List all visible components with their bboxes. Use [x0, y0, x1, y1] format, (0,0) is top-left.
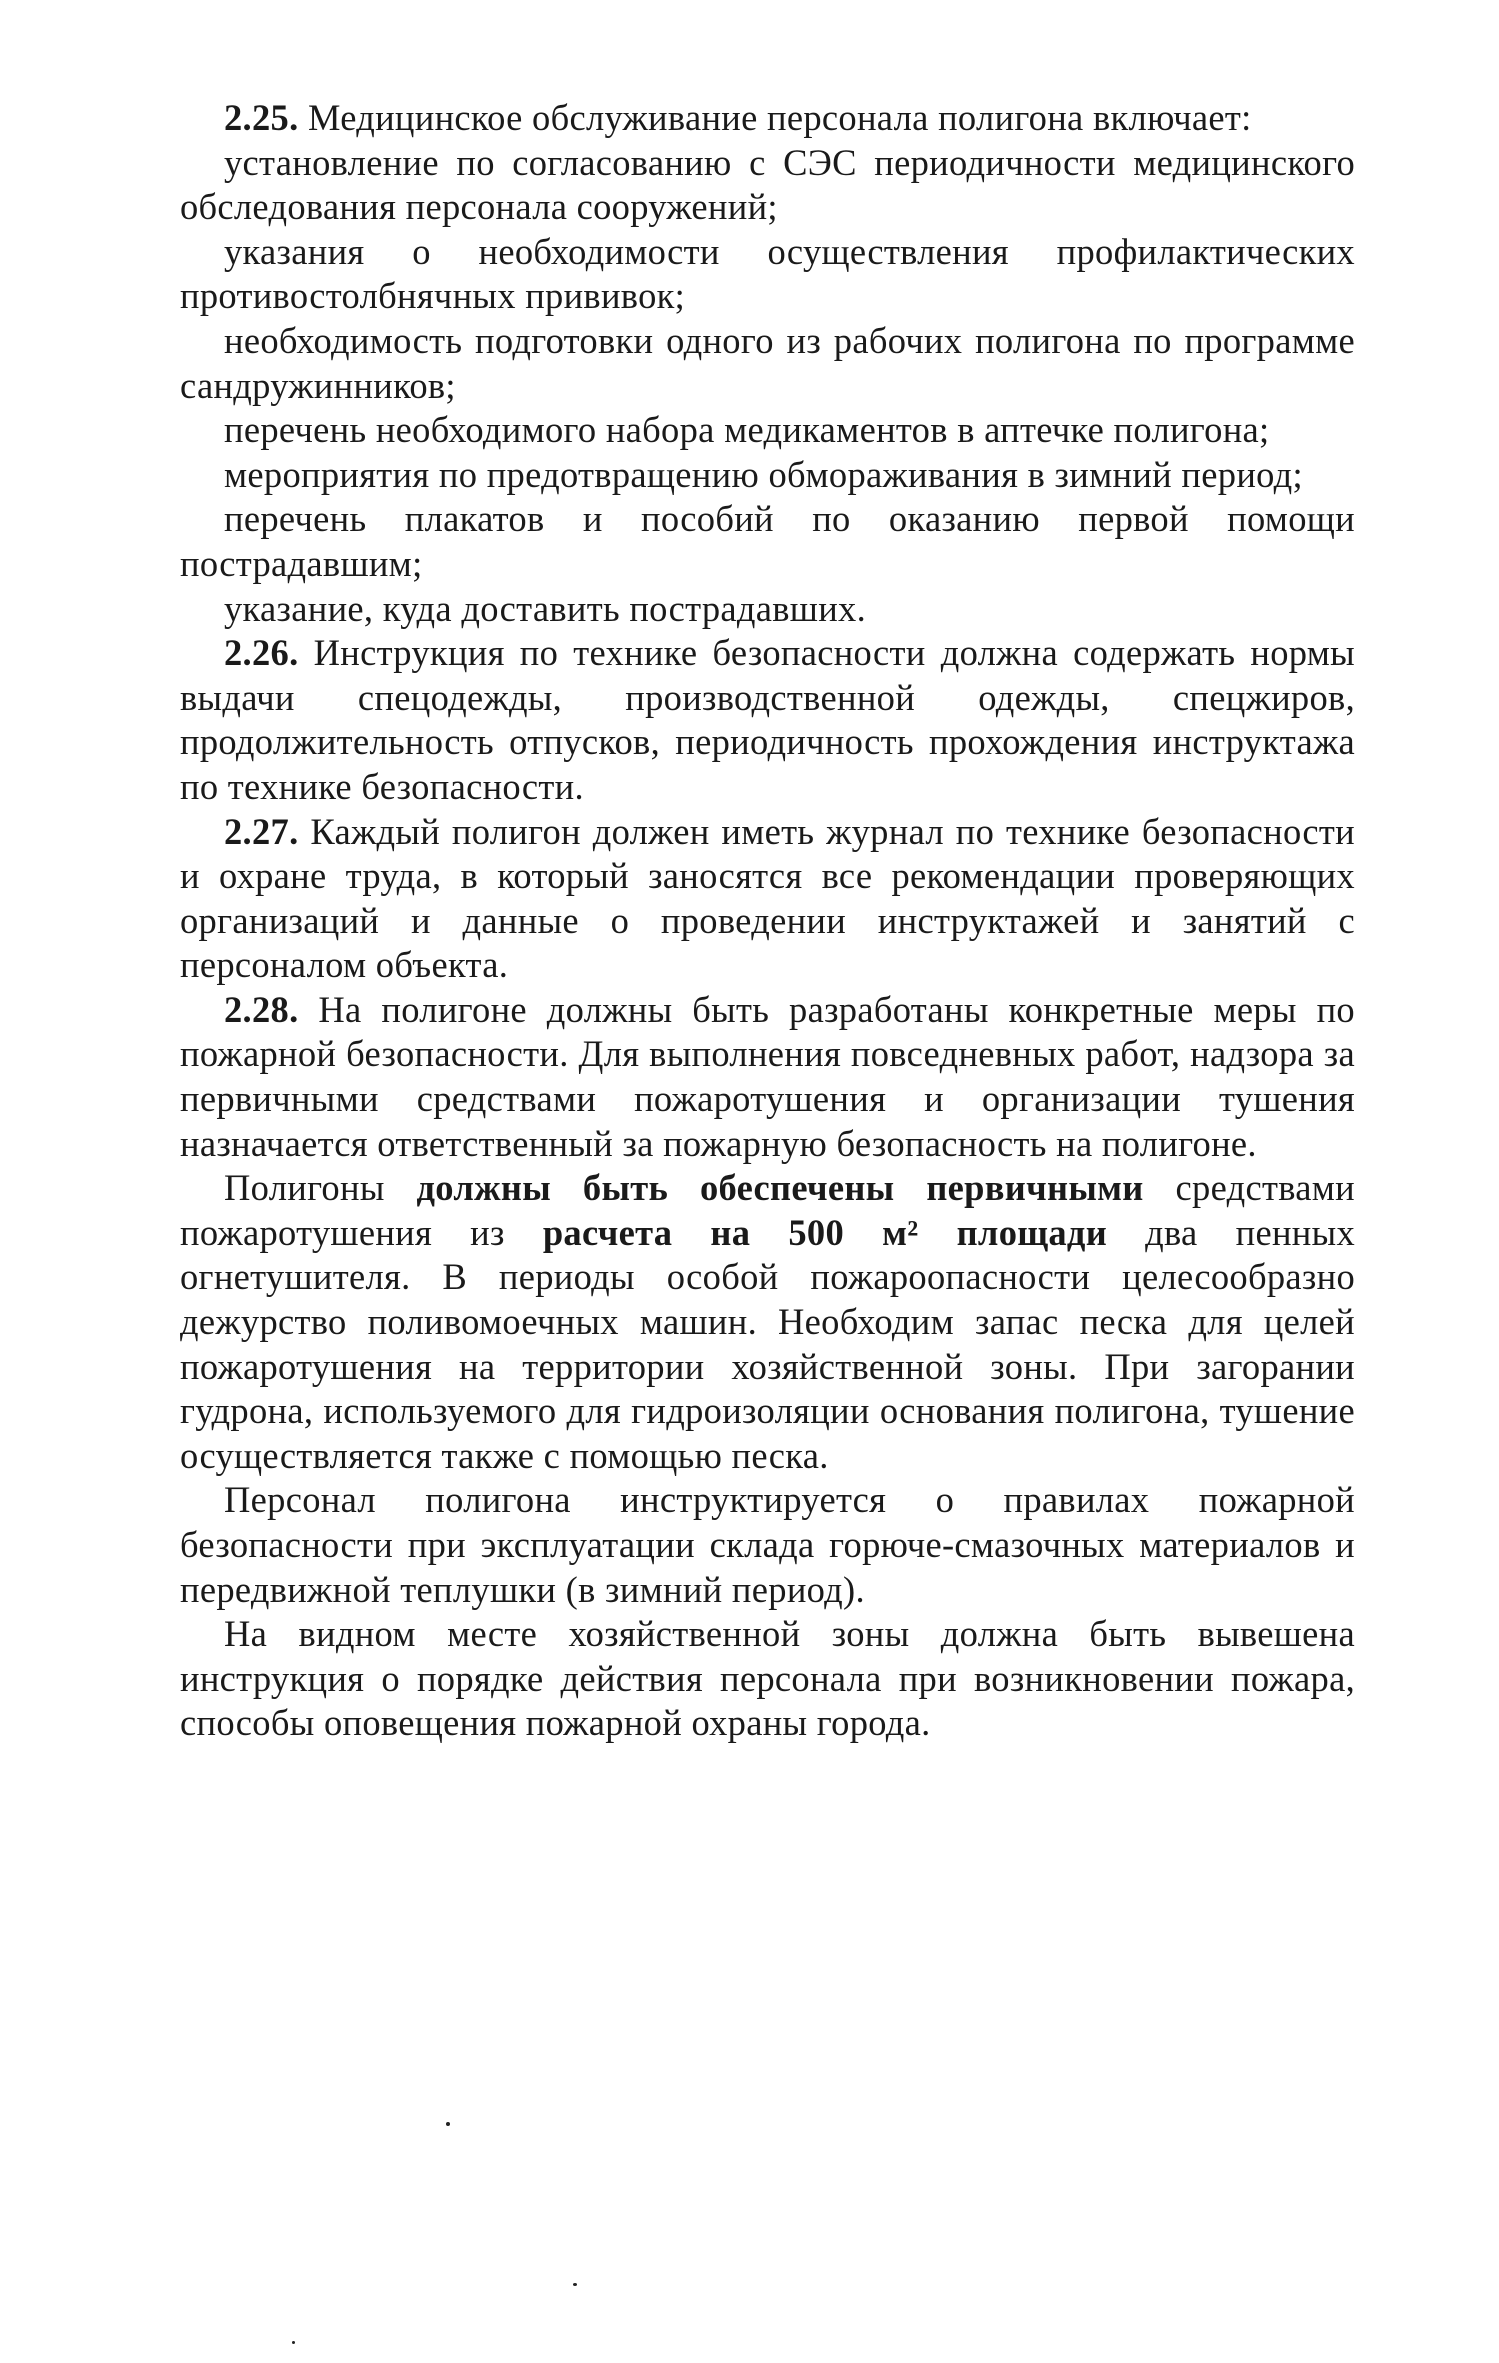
section-text: На полигоне должны быть разработаны конкретные меры по пожарной безопасности. Для выполнения повседневных работ, надзора за первичными средствами пожаротушения и организации тушения назначается ответственный за пожарную безопасность на полигоне.	[180, 988, 1355, 1164]
paragraph-text: Полигоны	[224, 1167, 417, 1209]
paragraph-text: средствами пожаротушения из	[180, 1167, 1355, 1253]
scan-speck	[446, 2122, 450, 2126]
section-2-27	[180, 810, 1355, 988]
list-item: мероприятия по предотвращению обмораживания в зимний период;	[224, 453, 1303, 495]
section-number: 2.27.	[224, 810, 299, 852]
section-2-26	[180, 631, 1355, 809]
paragraph-text: два пенных огнетушителя. В периоды особой пожароопасности целесообразно дежурство поливомоечных машин. Необходим запас песка для целей пожаротушения на территории хозяйственной зоны. При загорании гудрона, используемого для гидроизоляции основания полигона, тушение осуществляется также с помощью песка.	[180, 1211, 1355, 1476]
list-item: указания о необходимости осуществления профилактических противостолбнячных прививок;	[180, 230, 1355, 317]
scan-speck	[292, 2341, 295, 2344]
list-item: установление по согласованию с СЭС периодичности медицинского обследования персонала сооружений;	[180, 141, 1355, 228]
section-text: Каждый полигон должен иметь журнал по технике безопасности и охране труда, в который заносятся все рекомендации проверяющих организаций и данные о проведении инструктажей и занятий с персоналом объекта.	[180, 810, 1355, 986]
section-number: 2.28.	[224, 988, 299, 1030]
section-2-25-intro	[180, 96, 1355, 141]
section-number: 2.25.	[224, 97, 299, 138]
fire-instruction-paragraph: На видном месте хозяйственной зоны должна быть вывешена инструкция о порядке действия персонала при возникновении пожара, способы оповещения пожарной охраны города.	[180, 1613, 1355, 1744]
emphasized-text: должны быть обеспечены первичными	[416, 1167, 1144, 1209]
list-item: перечень необходимого набора медикаментов в аптечке полигона;	[224, 409, 1270, 451]
list-item: перечень плакатов и пособий по оказанию первой помощи пострадавшим;	[180, 498, 1355, 584]
section-2-28	[180, 988, 1355, 1166]
emphasized-text: расчета на 500 м² площади	[542, 1211, 1108, 1253]
section-number: 2.26.	[224, 632, 299, 674]
scan-speck	[573, 2283, 577, 2286]
fire-equipment-paragraph	[180, 1166, 1355, 1478]
list-item: необходимость подготовки одного из рабочих полигона по программе сандружинников;	[180, 319, 1355, 406]
section-text: Инструкция по технике безопасности должна содержать нормы выдачи спецодежды, производственной одежды, спецжиров, продолжительность отпусков, периодичность прохождения инструктажа по технике безопасности.	[180, 632, 1355, 807]
list-item: указание, куда доставить пострадавших.	[224, 587, 867, 629]
staff-instruction-paragraph: Персонал полигона инструктируется о правилах пожарной безопасности при эксплуатации склада горюче-смазочных материалов и передвижной теплушки (в зимний период).	[180, 1479, 1355, 1610]
section-text: Медицинское обслуживание персонала полигона включает:	[307, 97, 1252, 138]
document-page	[180, 96, 1355, 1746]
